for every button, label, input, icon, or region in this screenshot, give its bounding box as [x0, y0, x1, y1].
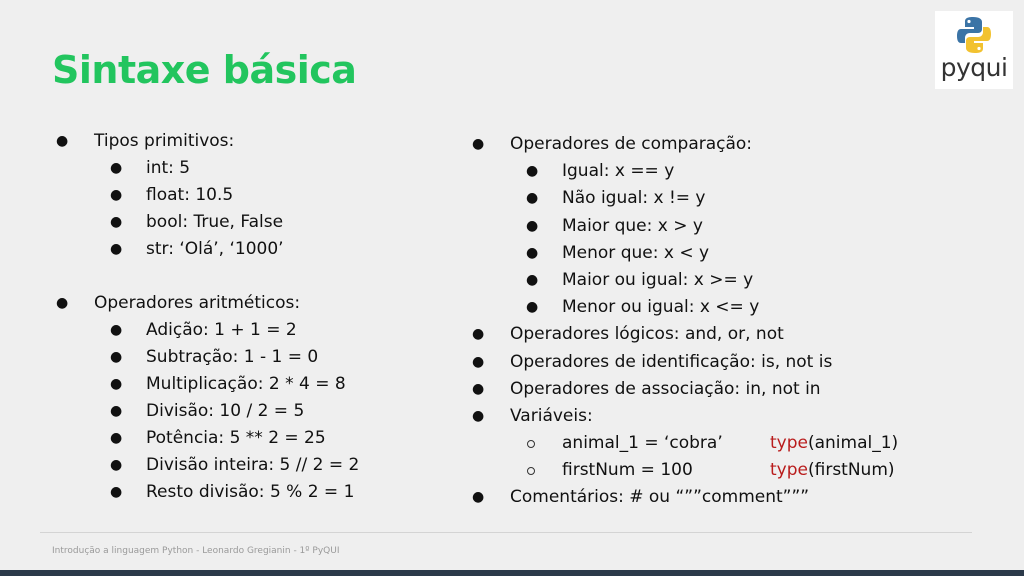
list-item [54, 371, 454, 398]
bullet-icon: ● [110, 349, 123, 365]
list-item [54, 128, 454, 155]
list-item [470, 457, 1015, 484]
circle-bullet-icon [527, 467, 535, 475]
list-item-text: Maior ou igual: x >= y [562, 269, 754, 290]
list-item [470, 376, 1015, 403]
list-item-text: Menor que: x < y [562, 242, 710, 263]
type-argument: (firstNum) [807, 460, 895, 481]
list-item-text: Igual: x == y [562, 161, 675, 182]
list-item-text: Operadores de associação: in, not in [510, 378, 821, 399]
list-item [54, 155, 454, 182]
list-item [54, 290, 454, 317]
list-item-text: Adição: 1 + 1 = 2 [146, 320, 297, 340]
list-item [54, 182, 454, 209]
list-item [470, 349, 1015, 376]
list-item-text: Comentários: # ou “””comment””” [510, 487, 810, 508]
type-keyword: type [770, 460, 808, 481]
bullet-icon: ● [110, 160, 123, 176]
list-item [54, 317, 454, 344]
list-item [54, 398, 454, 425]
list-item-text: Operadores de identificação: is, not is [510, 351, 833, 372]
left-column-list [54, 128, 454, 506]
bullet-icon: ● [110, 214, 123, 230]
bullet-icon: ● [472, 136, 485, 152]
list-item-text: float: 10.5 [146, 185, 234, 205]
bullet-icon: ● [110, 457, 123, 473]
list-item [470, 403, 1015, 430]
bullet-icon: ● [472, 380, 485, 397]
pyqui-logo [935, 11, 1013, 89]
bullet-icon: ● [526, 163, 539, 180]
list-item [470, 185, 1015, 212]
circle-bullet-icon [527, 440, 535, 448]
list-item-text: int: 5 [146, 158, 191, 178]
list-item-text: Multiplicação: 2 * 4 = 8 [146, 374, 346, 394]
list-item-text: Potência: 5 ** 2 = 25 [146, 428, 326, 448]
list-item [54, 209, 454, 236]
bullet-icon: ● [110, 322, 123, 338]
footer-divider [40, 532, 972, 533]
footer-text: Introdução a linguagem Python - Leonardo Gregianin - 1º PyQUI [52, 546, 340, 556]
section-heading: Variáveis: [510, 405, 593, 426]
list-item [54, 479, 454, 506]
list-item [470, 131, 1015, 158]
bullet-icon: ● [472, 407, 485, 424]
list-item-text: Resto divisão: 5 % 2 = 1 [146, 482, 355, 502]
type-call [770, 430, 898, 457]
bullet-icon: ● [110, 376, 123, 392]
list-item [470, 430, 1015, 457]
bullet-icon: ● [526, 271, 539, 288]
list-item-text: bool: True, False [146, 212, 284, 232]
section-heading: Tipos primitivos: [94, 131, 235, 151]
bullet-icon: ● [110, 187, 123, 203]
bullet-icon: ● [472, 353, 485, 370]
list-item [54, 236, 454, 263]
section-heading: Operadores aritméticos: [94, 293, 301, 313]
list-item [54, 452, 454, 479]
bullet-icon: ● [526, 299, 539, 316]
list-item [54, 425, 454, 452]
bullet-icon: ● [526, 190, 539, 207]
list-item-text: str: ‘Olá’, ‘1000’ [146, 239, 284, 259]
bullet-icon: ● [110, 403, 123, 419]
bullet-icon: ● [110, 430, 123, 446]
bullet-icon: ● [526, 217, 539, 234]
bullet-icon: ● [526, 244, 539, 261]
list-item-text: Não igual: x != y [562, 188, 706, 209]
bottom-bar [0, 570, 1024, 576]
type-keyword: type [770, 433, 808, 454]
bullet-icon: ● [56, 133, 69, 149]
list-item-text: Operadores lógicos: and, or, not [510, 324, 784, 345]
type-call [770, 457, 895, 484]
type-argument: (animal_1) [807, 433, 899, 454]
variable-assignment: animal_1 = ‘cobra’ [562, 433, 723, 454]
list-item [470, 294, 1015, 321]
list-item-text: Subtração: 1 - 1 = 0 [146, 347, 319, 367]
bullet-icon: ● [110, 484, 123, 500]
list-item-text: Menor ou igual: x <= y [562, 297, 760, 318]
spacer [54, 263, 454, 290]
list-item [470, 321, 1015, 348]
list-item-text: Divisão inteira: 5 // 2 = 2 [146, 455, 360, 475]
bullet-icon: ● [110, 241, 123, 257]
list-item [470, 484, 1015, 511]
list-item-text: Maior que: x > y [562, 215, 703, 236]
list-item [54, 344, 454, 371]
logo-text: pyqui [940, 53, 1008, 82]
bullet-icon: ● [472, 489, 485, 506]
variable-assignment: firstNum = 100 [562, 460, 693, 481]
section-heading: Operadores de comparação: [510, 134, 753, 154]
list-item [470, 267, 1015, 294]
bullet-icon: ● [56, 295, 69, 311]
list-item-text: Divisão: 10 / 2 = 5 [146, 401, 305, 421]
list-item [470, 213, 1015, 240]
list-item [470, 240, 1015, 267]
list-item [470, 158, 1015, 185]
bullet-icon: ● [472, 326, 485, 343]
slide-title: Sintaxe básica [52, 48, 357, 92]
right-column-list [470, 131, 1015, 512]
